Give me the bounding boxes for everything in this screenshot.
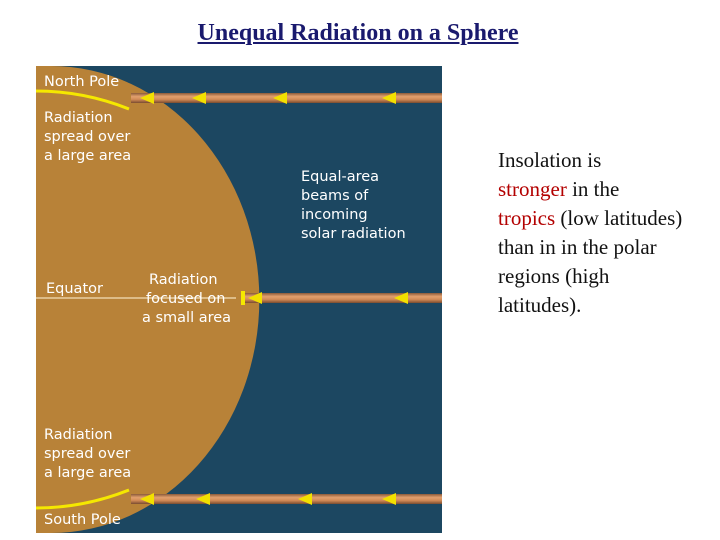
- beam-bottom: [131, 493, 442, 505]
- beam-top: [131, 92, 442, 104]
- radiation-diagram: [36, 66, 442, 533]
- beams-label: Equal-area beams of incoming solar radiation: [301, 169, 406, 242]
- equator-label: Equator: [46, 281, 103, 297]
- north-pole-label: North Pole: [44, 74, 120, 90]
- insolation-explanation: Insolation is stronger in the tropics (low latitudes) than in in the polar regions (high latitudes).: [498, 148, 683, 317]
- beam-middle: [243, 292, 442, 304]
- spread-bottom-label: Radiation spread over a large area: [44, 427, 132, 481]
- south-pole-label: South Pole: [44, 512, 121, 528]
- highlight-stronger: stronger: [498, 177, 567, 201]
- focused-label: Radiation focused on a small area: [142, 272, 232, 326]
- spread-top-label: Radiation spread over a large area: [44, 110, 132, 164]
- slide-title: Unequal Radiation on a Sphere: [197, 20, 519, 46]
- highlight-tropics: tropics: [498, 206, 556, 230]
